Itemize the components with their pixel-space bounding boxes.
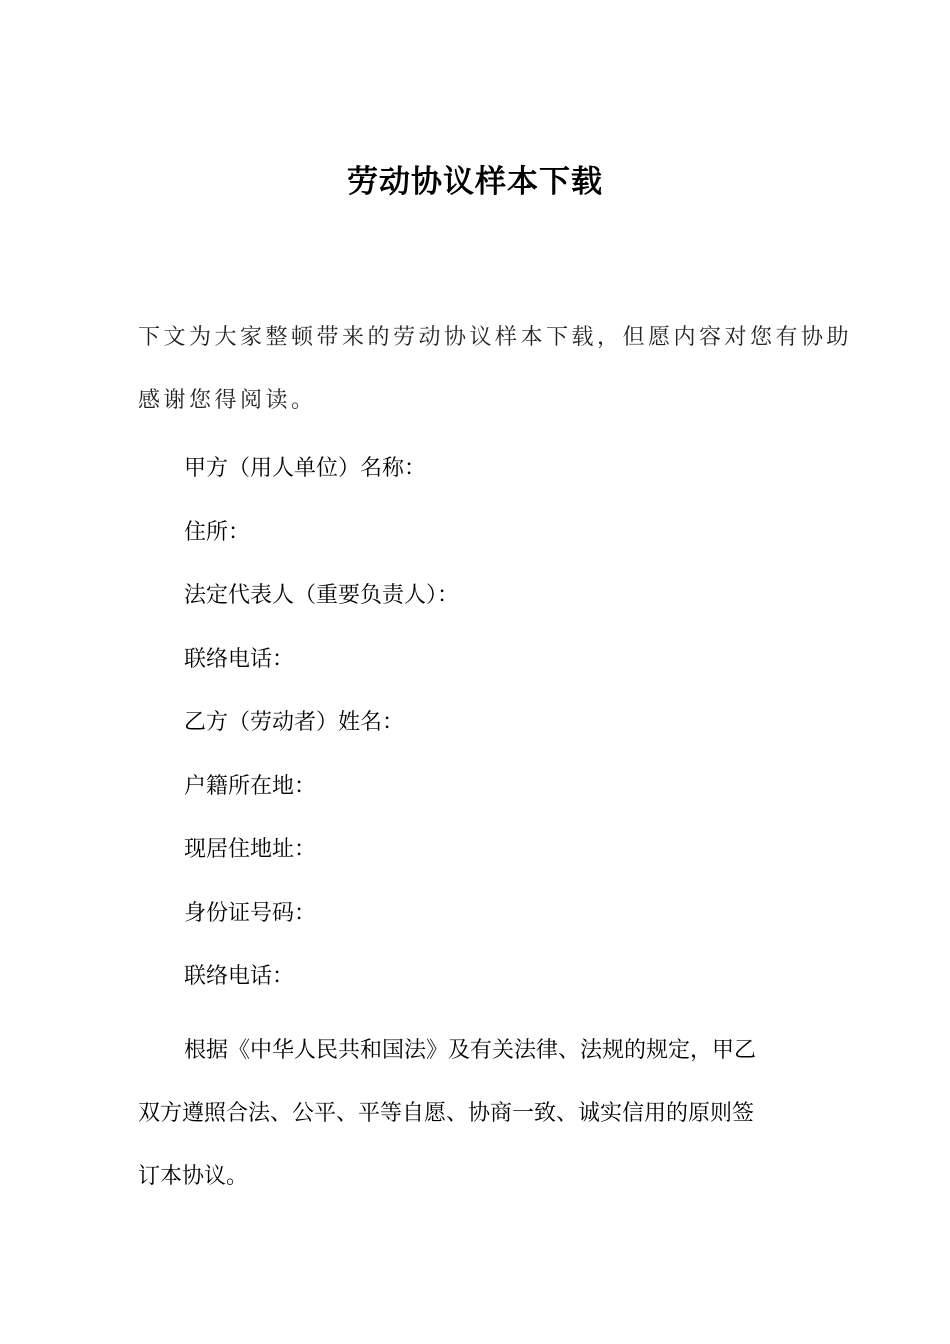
field-id-number: 身份证号码： [184, 900, 317, 926]
field-household-registration: 户籍所在地： [184, 773, 317, 799]
field-legal-representative: 法定代表人（重要负责人）： [184, 583, 460, 608]
intro-paragraph [138, 306, 853, 432]
field-party-a-name: 甲方（用人单位）名称： [184, 456, 427, 481]
field-party-b-name: 乙方（劳动者）姓名： [184, 710, 405, 735]
document-title: 劳动协议样本下载 [347, 164, 603, 200]
intro-line: 感谢您得阅读。 [138, 388, 317, 413]
agreement-basis-paragraph [138, 1019, 818, 1208]
body-line: 根据《中华人民共和国法》及有关法律、法规的规定，甲乙 [184, 1038, 757, 1063]
intro-line: 下文为大家整顿带来的劳动协议样本下载，但愿内容对您有协助 [138, 325, 853, 350]
field-current-address: 现居住地址： [184, 837, 317, 862]
field-party-b-phone: 联络电话： [184, 964, 295, 989]
body-line: 订本协议。 [138, 1164, 249, 1189]
field-party-a-phone: 联络电话： [184, 646, 295, 672]
body-line: 双方遵照合法、公平、平等自愿、协商一致、诚实信用的原则签 [138, 1101, 755, 1126]
field-party-a-address: 住所： [184, 519, 251, 545]
party-fields [138, 447, 818, 1019]
